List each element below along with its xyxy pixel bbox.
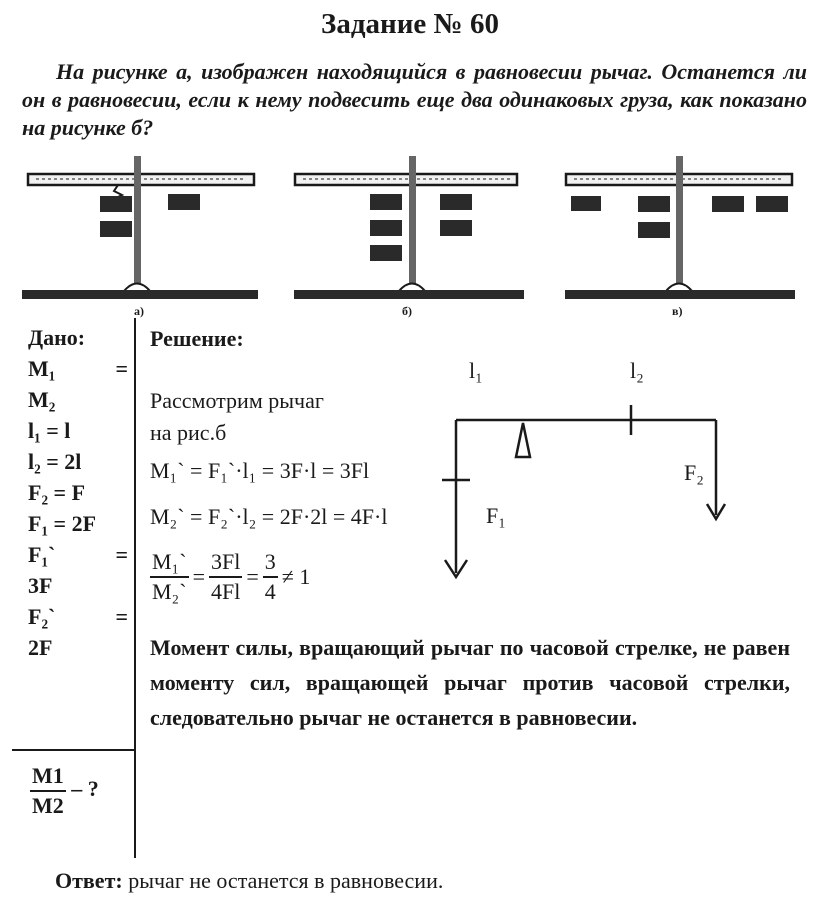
solution-intro-2: на рис.б — [150, 420, 227, 445]
equation-moment-1: M₁` = F₁`·l₁ = 3F·l = 3Fl — [150, 458, 370, 483]
label-l2: l₂ — [630, 358, 644, 383]
caption-figure-b: б) — [402, 304, 412, 318]
equation-moment-2: M₂` = F₂`·l₂ = 2F·2l = 4F·l — [150, 504, 388, 529]
given-row: F₁ = 2F — [28, 511, 97, 536]
ratio-fraction-3: $\frac{3}{4}$ — [264, 549, 276, 604]
caption-figure-a: а) — [134, 304, 144, 318]
fulcrum-icon — [516, 423, 530, 457]
force-diagram — [430, 395, 750, 595]
answer-label: Ответ: — [55, 868, 123, 893]
given-row: 2F — [28, 635, 53, 660]
given-row: l₂ = 2l — [28, 449, 82, 474]
label-l1: l₁ — [469, 358, 483, 383]
question-fraction: $\frac{M1}{M2}$ — [32, 763, 64, 818]
ratio-fraction-2: $\frac{3Fl}{4Fl}$ — [210, 549, 241, 604]
given-row: F₂ = F — [28, 480, 86, 505]
solution-heading: Решение: — [150, 326, 244, 351]
given-row: F₁` = — [28, 542, 128, 567]
caption-figure-c: в) — [672, 304, 683, 318]
answer-line — [55, 868, 443, 894]
given-row: M₂ — [28, 387, 56, 412]
given-row: l₁ = l — [28, 418, 71, 443]
solution-conclusion: Момент силы, вращающий рычаг по часовой стрелке, не равен моменту сил, вращающей рычаг против часовой стрелки, следовательно рычаг не останется в равновесии. — [150, 635, 790, 730]
given-section — [28, 322, 128, 663]
answer-value: рычаг не останется в равновесии. — [128, 868, 444, 893]
ratio-equation: $\frac{\text{M₁`}}{\text{M₂`}}$ = $\frac{3Fl}{4Fl}$ = $\frac{3}{4}$ ≠ 1 — [152, 549, 311, 604]
label-f2: F₂ — [684, 460, 704, 485]
solution-intro-1: Рассмотрим рычаг — [150, 388, 324, 413]
given-row: 3F — [28, 573, 53, 598]
given-heading: Дано: — [28, 325, 86, 350]
label-f1: F₁ — [486, 503, 506, 528]
given-question — [30, 762, 99, 820]
problem-statement: На рисунке а, изображен находящийся в равновесии рычаг. Останется ли он в равновесии, если к нему подвесить еще два одинаковых груза, как показано на рисунке б? — [22, 59, 807, 140]
given-row: F₂` = — [28, 604, 128, 629]
task-title: Задание № 60 — [321, 8, 499, 40]
given-row: M₁ = — [28, 356, 128, 381]
ratio-fraction-1: $\frac{\text{M₁`}}{\text{M₂`}}$ — [152, 549, 187, 604]
question-suffix: – ? — [71, 776, 99, 802]
